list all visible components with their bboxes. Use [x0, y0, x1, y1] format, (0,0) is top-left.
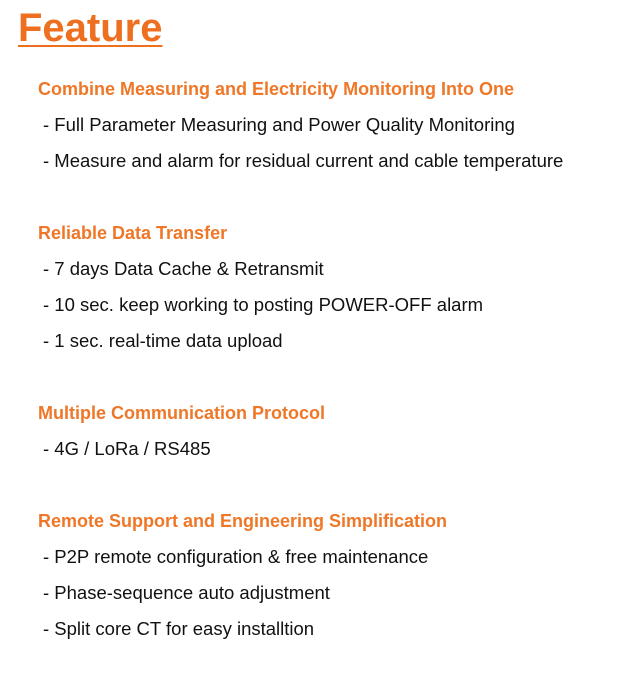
list-item: - 1 sec. real-time data upload [43, 330, 283, 351]
list-item: - 10 sec. keep working to posting POWER-OFF alarm [43, 294, 484, 315]
list-item: - 4G / LoRa / RS485 [43, 438, 211, 459]
list-item: - Full Parameter Measuring and Power Quality Monitoring [43, 114, 515, 135]
section-heading: Multiple Communication Protocol [38, 403, 325, 423]
section-heading: Reliable Data Transfer [38, 223, 228, 243]
section-data-transfer [38, 215, 563, 359]
section-heading: Remote Support and Engineering Simplification [38, 511, 448, 531]
list-item: - 7 days Data Cache & Retransmit [43, 258, 324, 279]
section-measuring [38, 71, 563, 179]
list-item: - Split core CT for easy installtion [43, 618, 315, 639]
list-item: - P2P remote configuration & free maintenance [43, 546, 429, 567]
page-title: Feature [18, 6, 163, 50]
list-item: - Phase-sequence auto adjustment [43, 582, 330, 603]
list-item: - Measure and alarm for residual current and cable temperature [43, 150, 564, 171]
section-remote-support [38, 503, 563, 647]
section-communication [38, 395, 563, 467]
section-heading: Combine Measuring and Electricity Monitoring Into One [38, 79, 515, 99]
feature-list [38, 71, 563, 683]
